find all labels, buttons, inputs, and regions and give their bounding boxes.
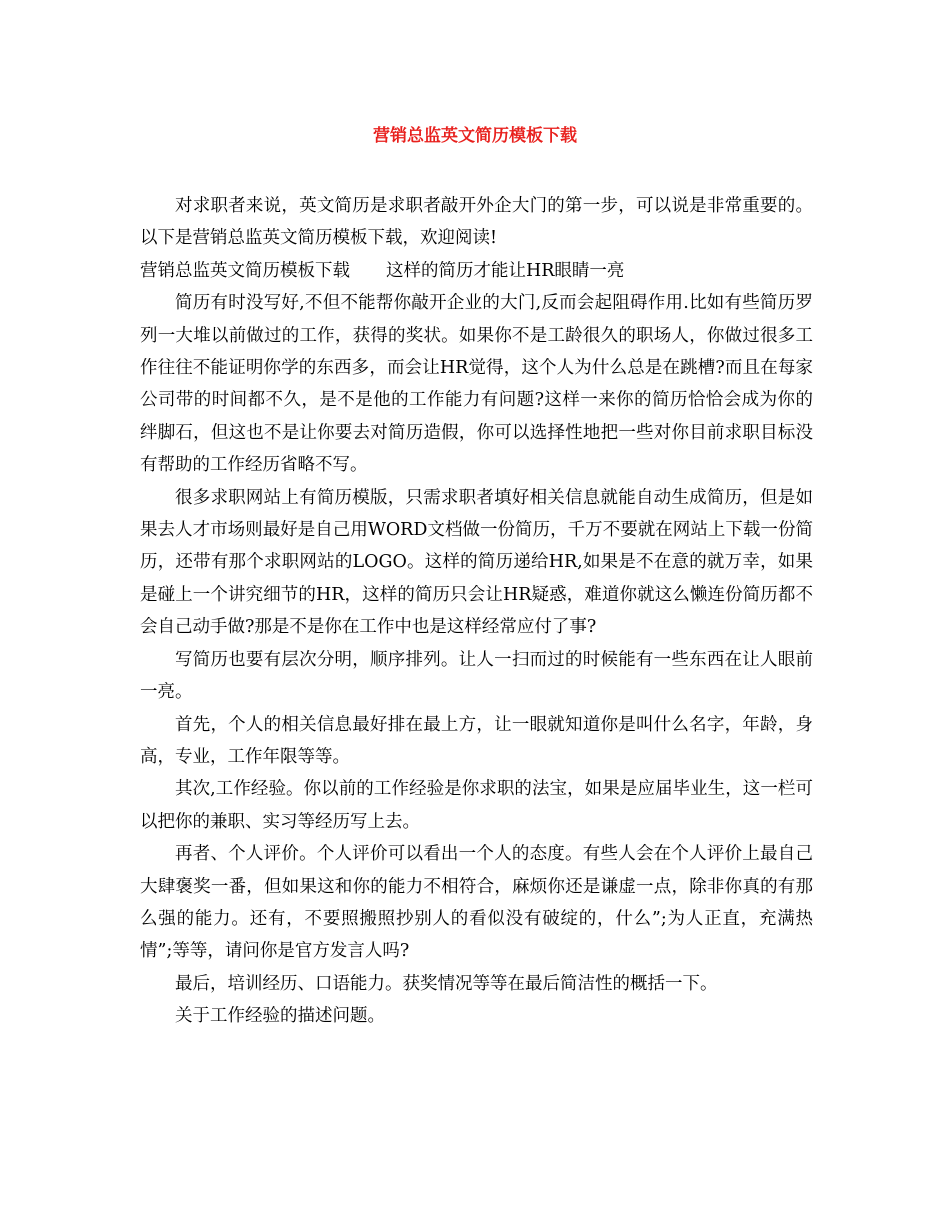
document-title: 营销总监英文简历模板下载 — [373, 126, 577, 146]
intro-paragraph: 对求职者来说，英文简历是求职者敲开外企大门的第一步，可以说是非常重要的。以下是营销总监英文简历模板下载，欢迎阅读! — [140, 196, 813, 249]
body-paragraph-5: 其次,工作经验。你以前的工作经验是你求职的法宝，如果是应届毕业生，这一栏可以把你的兼职、实习等经历写上去。 — [140, 779, 813, 832]
body-paragraph-1: 简历有时没写好,不但不能帮你敲开企业的大门,反而会起阻碍作用.比如有些简历罗列一大堆以前做过的工作，获得的奖状。如果你不是工龄很久的职场人，你做过很多工作往往不能证明你学的东西多，而会让HR觉得，这个人为什么总是在跳槽?而且在每家公司带的时间都不久，是不是他的工作能力有问题?这样一来你的简历恰恰会成为你的绊脚石，但这也不是让你要去对简历造假，你可以选择性地把一些对你目前求职目标没有帮助的工作经历省略不写。 — [140, 293, 813, 476]
subheading — [140, 255, 813, 287]
subheading-right: 这样的简历才能让HR眼睛一亮 — [386, 260, 625, 281]
body-paragraph-8: 关于工作经验的描述问题。 — [175, 1006, 385, 1027]
body-paragraph-4: 首先，个人的相关信息最好排在最上方，让一眼就知道你是叫什么名字，年龄，身高，专业，工作年限等等。 — [140, 714, 813, 767]
body-paragraph-6: 再者、个人评价。个人评价可以看出一个人的态度。有些人会在个人评价上最自己大肆褒奖一番，但如果这和你的能力不相符合，麻烦你还是谦虚一点，除非你真的有那么强的能力。还有，不要照搬照抄别人的看似没有破绽的，什么”;为人正直，充满热情”;等等，请问你是官方发言人吗? — [140, 844, 813, 962]
body-paragraph-2: 很多求职网站上有简历模版，只需求职者填好相关信息就能自动生成简历，但是如果去人才市场则最好是自己用WORD文档做一份简历，千万不要就在网站上下载一份简历，还带有那个求职网站的LOGO。这样的简历递给HR,如果是不在意的就万幸，如果是碰上一个讲究细节的HR，这样的简历只会让HR疑惑，难道你就这么懒连份简历都不会自己动手做?那是不是你在工作中也是这样经常应付了事? — [140, 487, 813, 638]
body-paragraph-3: 写简历也要有层次分明，顺序排列。让人一扫而过的时候能有一些东西在让人眼前一亮。 — [140, 649, 813, 703]
body-paragraph-7: 最后，培训经历、口语能力。获奖情况等等在最后简洁性的概括一下。 — [175, 973, 718, 994]
subheading-left: 营销总监英文简历模板下载 — [140, 260, 350, 281]
document-body — [140, 190, 813, 1033]
